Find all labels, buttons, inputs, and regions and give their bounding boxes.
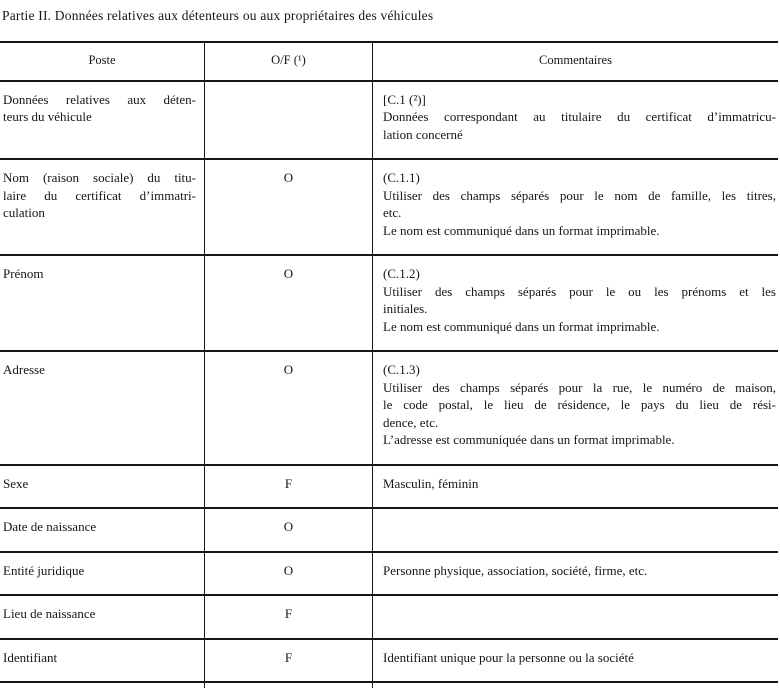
text-line: Utiliser des champs séparés pour le nom de famille, les titres, bbox=[383, 187, 776, 203]
comments-cell bbox=[373, 683, 778, 688]
of-cell: O bbox=[204, 352, 373, 464]
table-row bbox=[0, 640, 778, 684]
text-line: L’adresse est communiquée dans un format imprimable. bbox=[383, 432, 675, 447]
text-line: Utiliser des champs séparés pour le ou les prénoms et les bbox=[383, 283, 776, 299]
text-line: initiales. bbox=[383, 301, 428, 316]
poste-cell bbox=[0, 352, 204, 464]
table-row bbox=[0, 82, 778, 161]
page-title: Partie II. Données relatives aux détenteurs ou aux propriétaires des véhicules bbox=[2, 8, 434, 23]
text-line: dence, etc. bbox=[383, 414, 439, 430]
text-line: culation bbox=[3, 205, 45, 220]
poste-cell bbox=[0, 82, 204, 159]
column-header-poste: Poste bbox=[88, 53, 116, 67]
comments-cell bbox=[373, 256, 778, 350]
comments-cell bbox=[373, 352, 778, 464]
text-line: lation concerné bbox=[383, 126, 463, 142]
text-line: Identifiant bbox=[3, 649, 58, 665]
text-line: (C.1.3) bbox=[383, 362, 420, 377]
poste-cell bbox=[0, 466, 204, 508]
text-line: Identifiant unique pour la personne ou la société bbox=[383, 649, 634, 665]
comments-cell bbox=[373, 640, 778, 682]
text-line: Le nom est communiqué dans un format imprimable. bbox=[383, 222, 660, 238]
table-header-row bbox=[0, 43, 778, 82]
column-header-commentaires: Commentaires bbox=[539, 53, 612, 67]
comments-cell bbox=[373, 509, 778, 551]
poste-cell bbox=[0, 553, 204, 595]
of-cell: O bbox=[204, 160, 373, 254]
table-row bbox=[0, 553, 778, 597]
text-line: le code postal, le lieu de résidence, le pays du lieu de rési- bbox=[383, 397, 776, 412]
text-line: Le nom est communiqué dans un format imprimable. bbox=[383, 318, 660, 334]
text-line: laire du certificat d’immatri- bbox=[3, 187, 196, 203]
comments-cell bbox=[373, 160, 778, 254]
data-table bbox=[0, 41, 778, 688]
of-cell bbox=[204, 82, 373, 159]
of-cell: F bbox=[204, 640, 373, 682]
table-row bbox=[0, 509, 778, 553]
poste-cell bbox=[0, 256, 204, 350]
table-row bbox=[0, 256, 778, 352]
table-row bbox=[0, 160, 778, 256]
text-line: Date de naissance bbox=[3, 519, 97, 534]
text-line: (C.1.1) bbox=[383, 170, 420, 185]
text-line: (C.1.2) bbox=[383, 266, 420, 281]
table-row bbox=[0, 596, 778, 640]
poste-cell bbox=[0, 160, 204, 254]
of-cell: O bbox=[204, 256, 373, 350]
text-line: Masculin, féminin bbox=[383, 475, 479, 491]
text-line: Adresse bbox=[3, 362, 45, 377]
text-line: [C.1 (²)] bbox=[383, 91, 426, 107]
of-cell: F bbox=[204, 596, 373, 638]
text-line: Sexe bbox=[3, 475, 29, 491]
comments-cell bbox=[373, 553, 778, 595]
text-line: Prénom bbox=[3, 266, 44, 281]
table-body bbox=[0, 82, 778, 684]
poste-cell bbox=[0, 596, 204, 638]
comments-cell bbox=[373, 466, 778, 508]
of-cell bbox=[204, 683, 373, 688]
table-row bbox=[0, 352, 778, 466]
text-line: Données relatives aux déten- bbox=[3, 91, 196, 107]
of-cell: O bbox=[204, 509, 373, 551]
table-row bbox=[0, 466, 778, 510]
poste-cell bbox=[0, 640, 204, 682]
poste-cell bbox=[0, 683, 204, 688]
text-line: Personne physique, association, société, firme, etc. bbox=[383, 562, 648, 578]
text-line: Lieu de naissance bbox=[3, 606, 96, 621]
text-line: etc. bbox=[383, 205, 402, 220]
text-line: Nom (raison sociale) du titu- bbox=[3, 170, 196, 185]
text-line: Données correspondant au titulaire du certificat d’immatricu- bbox=[383, 109, 776, 124]
text-line: Utiliser des champs séparés pour la rue, le numéro de maison, bbox=[383, 379, 776, 395]
comments-cell bbox=[373, 596, 778, 638]
of-cell: F bbox=[204, 466, 373, 508]
of-cell: O bbox=[204, 553, 373, 595]
text-line: teurs du véhicule bbox=[3, 109, 92, 124]
table-row-stub bbox=[0, 683, 778, 688]
column-header-of: O/F (¹) bbox=[204, 43, 373, 80]
comments-cell bbox=[373, 82, 778, 159]
poste-cell bbox=[0, 509, 204, 551]
text-line: Entité juridique bbox=[3, 562, 85, 578]
